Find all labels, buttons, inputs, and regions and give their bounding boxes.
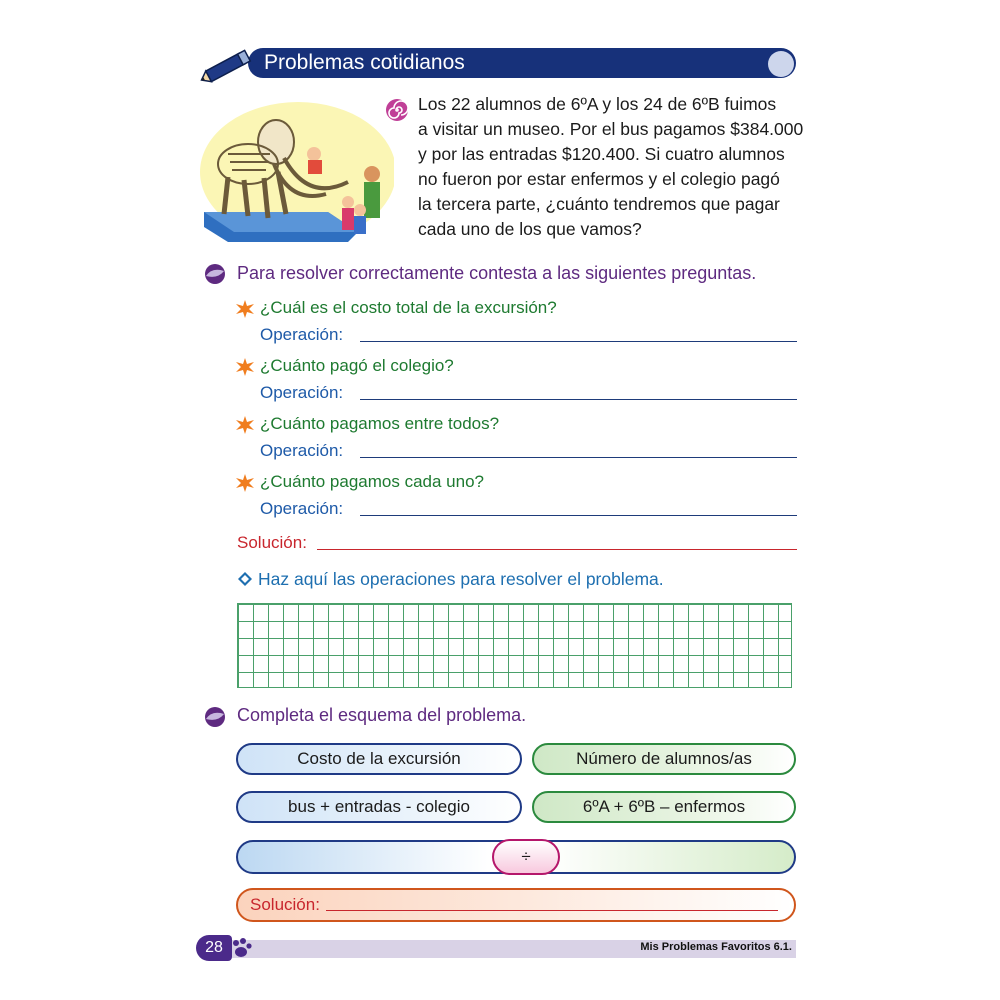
workspace-instruction: Haz aquí las operaciones para resolver el problema. [258,569,664,589]
operation-label-4: Operación: [260,499,344,518]
question-3: ¿Cuánto pagamos entre todos? [260,414,500,433]
operation-answer-line-4[interactable] [360,515,797,516]
problem-line: no fueron por estar enfermos y el colegio pagó [418,169,780,189]
purple-ball-icon [204,706,226,728]
question-4: ¿Cuánto pagamos cada uno? [260,472,484,491]
orange-star-icon [235,357,255,377]
purple-ball-icon [204,263,226,285]
operations-grid[interactable] [237,603,792,688]
problem-line: cada uno de los que vamos? [418,219,642,239]
museum-mammoth-illustration [198,92,394,252]
problem-line: Los 22 alumnos de 6ºA y los 24 de 6ºB fuimos [418,94,777,114]
pencil-icon [198,46,258,86]
operation-label-2: Operación: [260,383,344,402]
solution-label: Solución: [237,533,307,552]
page-number: 28 [196,935,232,961]
banner-circle [768,51,794,77]
problem-line: a visitar un museo. Por el bus pagamos $384.000 [418,119,804,139]
problem-statement [418,92,808,242]
book-title: Mis Problemas Favoritos 6.1. [640,941,792,953]
problem-line: y por las entradas $120.400. Si cuatro alumnos [418,144,785,164]
schema-left-formula: bus + entradas - colegio [236,791,522,823]
orange-star-icon [235,473,255,493]
operation-answer-line-1[interactable] [360,341,797,342]
operation-answer-line-2[interactable] [360,399,797,400]
paw-icon [230,937,252,959]
section-heading-questions: Para resolver correctamente contesta a las siguientes preguntas. [237,263,757,283]
schema-right-formula: 6ºA + 6ºB – enfermos [532,791,796,823]
schema-solution[interactable] [236,888,796,922]
solution-answer-line[interactable] [317,549,797,550]
operation-label-3: Operación: [260,441,344,460]
diamond-icon [237,571,253,587]
question-1: ¿Cuál es el costo total de la excursión? [260,298,557,317]
orange-star-icon [235,299,255,319]
schema-solution-label: Solución: [250,895,320,914]
problem-line: la tercera parte, ¿cuánto tendremos que pagar [418,194,780,214]
divide-sign: ÷ [492,839,560,875]
schema-solution-line[interactable] [326,910,778,911]
operation-label-1: Operación: [260,325,344,344]
spiral-icon [385,98,409,122]
operation-answer-line-3[interactable] [360,457,797,458]
schema-left-title: Costo de la excursión [236,743,522,775]
section-heading-schema: Completa el esquema del problema. [237,705,527,725]
orange-star-icon [235,415,255,435]
schema-right-title: Número de alumnos/as [532,743,796,775]
question-2: ¿Cuánto pagó el colegio? [260,356,454,375]
page-title: Problemas cotidianos [264,51,465,74]
